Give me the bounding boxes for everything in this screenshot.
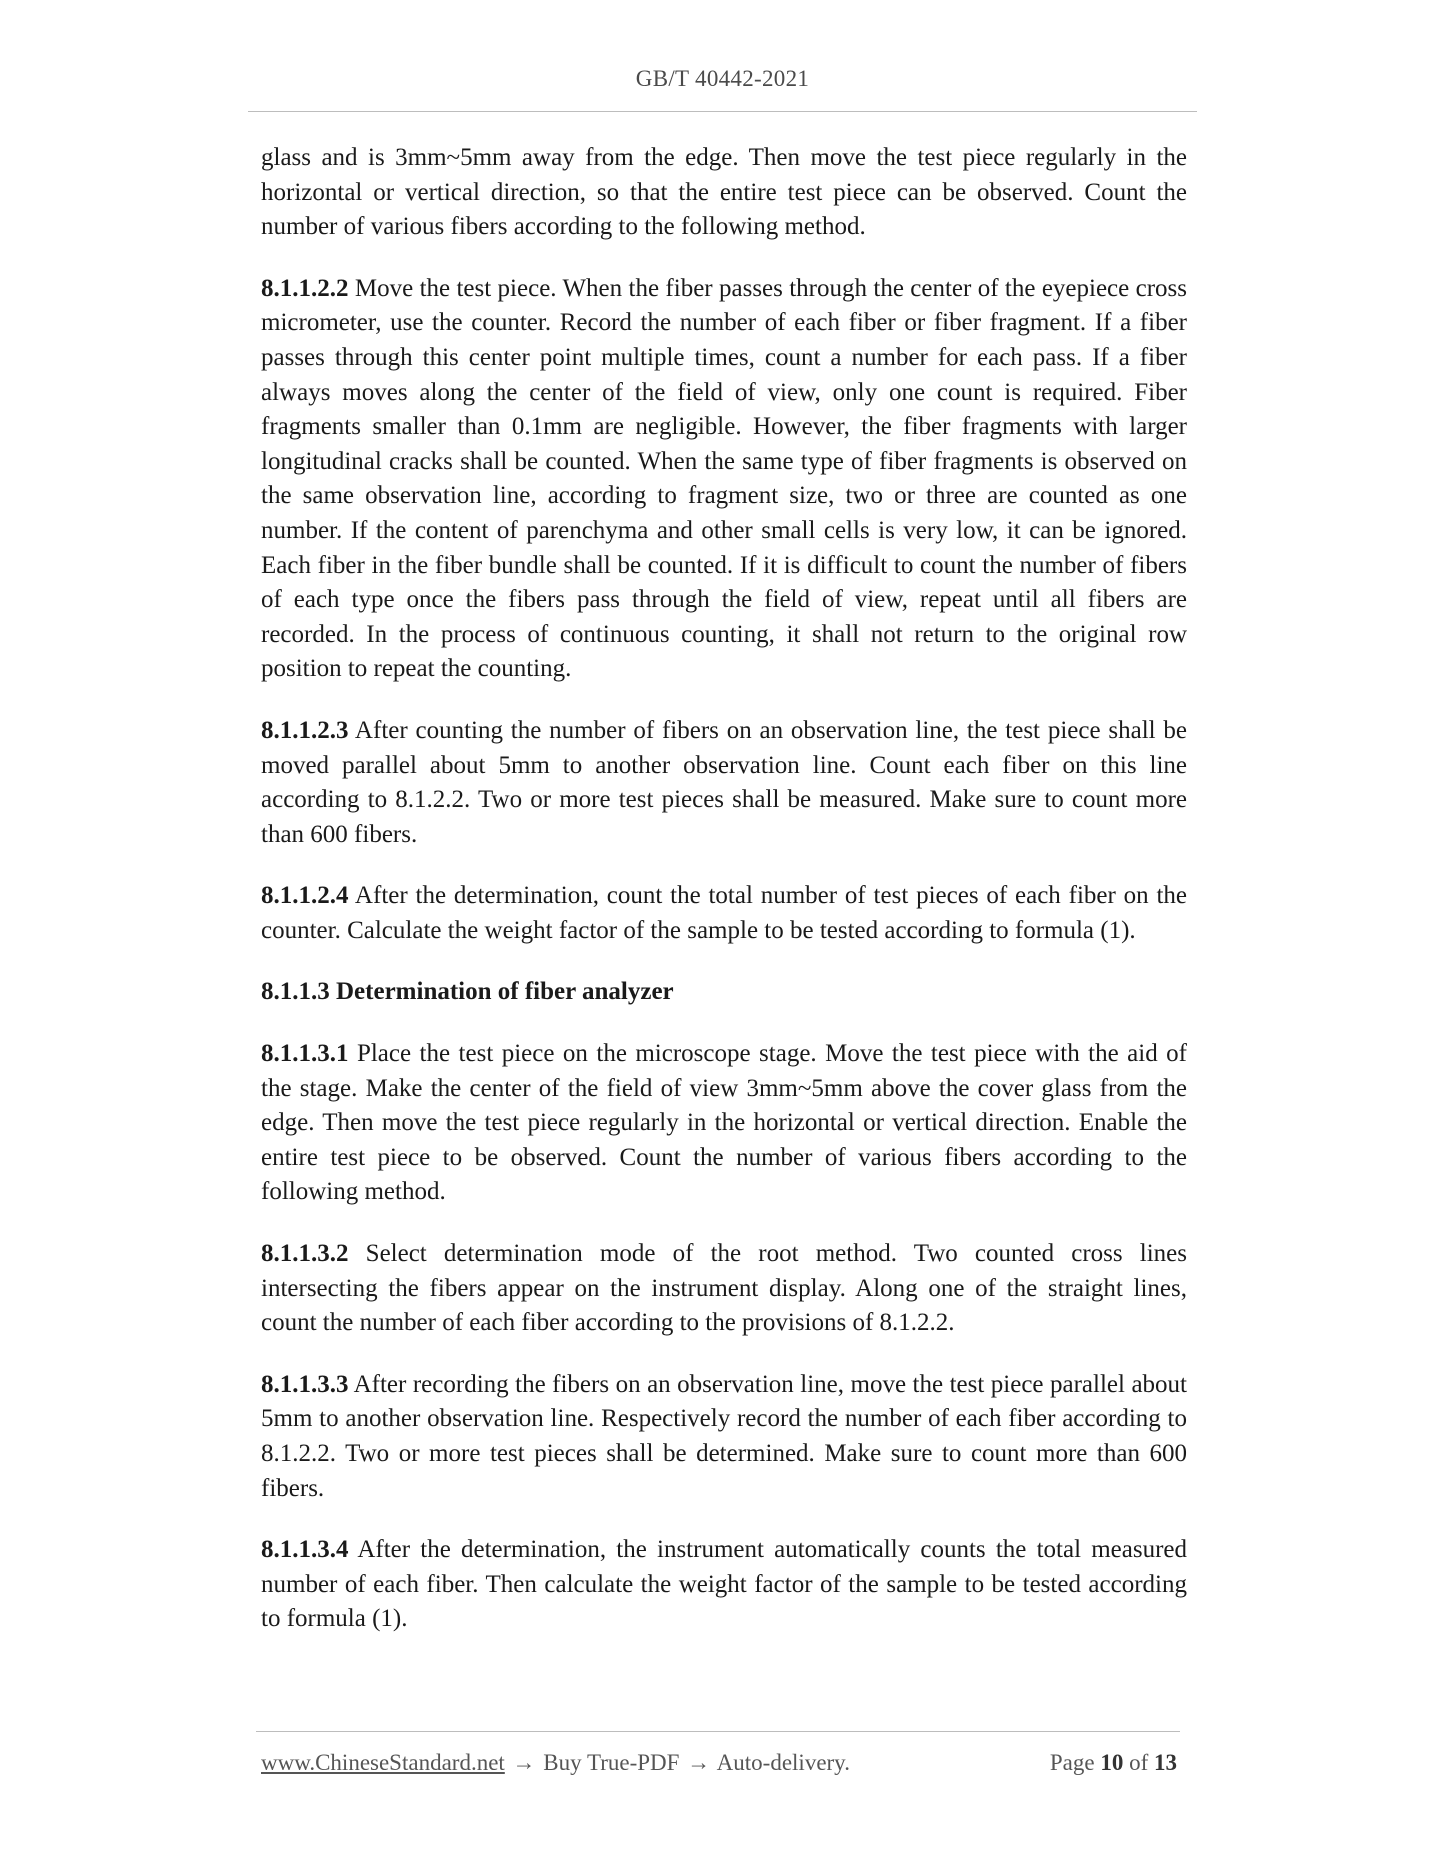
paragraph-8-1-1-3-3 (261, 1368, 1187, 1506)
paragraph-text: Select determination mode of the root method. Two counted cross lines intersecting the fibers appear on the instrument display. Along one of the straight lines, count the number of each fiber according to the provisions of 8.1.2.2. (261, 1240, 1187, 1337)
paragraph-text: glass and is 3mm~5mm away from the edge. Then move the test piece regularly in the horizontal or vertical direction, so that the entire test piece can be observed. Count the number of various fibers according to the following method. (261, 144, 1187, 241)
clause-number: 8.1.1.2.4 (261, 882, 349, 910)
document-code-header: GB/T 40442-2021 (635, 66, 810, 91)
delivery-text: Auto-delivery. (712, 1750, 850, 1775)
footer-divider (256, 1731, 1180, 1732)
clause-number: 8.1.1.3.3 (261, 1370, 349, 1398)
paragraph-text: After recording the fibers on an observation line, move the test piece parallel about 5mm to another observation line. Respectively record the number of each fiber according to 8.1.2.2. Two or more test pieces shall be determined. Make sure to count more than 600 fibers. (261, 1370, 1187, 1502)
buy-text: Buy True-PDF (537, 1750, 686, 1775)
page-of: of (1129, 1750, 1149, 1775)
clause-number: 8.1.1.3.1 (261, 1040, 349, 1068)
clause-number: 8.1.1.2.2 (261, 274, 349, 302)
site-link[interactable]: www.ChineseStandard.net (261, 1750, 505, 1775)
paragraph-text: Move the test piece. When the fiber passes through the center of the eyepiece cross micrometer, use the counter. Record the number of each fiber or fiber fragment. If a fiber passes through this center point multiple times, count a number for each pass. If a fiber always moves along the center of the field of view, only one count is required. Fiber fragments smaller than 0.1mm are negligible. However, the fiber fragments with larger longitudinal cracks shall be counted. When the same type of fiber fragments is observed on the same observation line, according to fragment size, two or three are counted as one number. If the content of parenchyma and other small cells is very low, it can be ignored. Each fiber in the fiber bundle shall be counted. If it is difficult to count the number of fibers of each type once the fibers pass through the field of view, repeat until all fibers are recorded. In the process of continuous counting, it shall not return to the original row position to repeat the counting. (261, 274, 1187, 683)
clause-number: 8.1.1.2.3 (261, 716, 349, 744)
paragraph-text: Place the test piece on the microscope stage. Move the test piece with the aid of the stage. Make the center of the field of view 3mm~5mm above the cover glass from the edge. Then move the test piece regularly in the horizontal or vertical direction. Enable the entire test piece to be observed. Count the number of various fibers according to the following method. (261, 1040, 1187, 1206)
clause-number: 8.1.1.3.4 (261, 1536, 349, 1564)
paragraph-text: After the determination, the instrument automatically counts the total measured number of each fiber. Then calculate the weight factor of the sample to be tested according to formula (1). (261, 1536, 1187, 1633)
paragraph-8-1-1-3-2 (261, 1237, 1187, 1341)
paragraph-text: After counting the number of fibers on an observation line, the test piece shall be moved parallel about 5mm to another observation line. Count each fiber on this line according to 8.1.2.2. Two or more test pieces shall be measured. Make sure to count more than 600 fibers. (261, 716, 1187, 848)
header-divider (248, 111, 1197, 112)
clause-number: 8.1.1.3.2 (261, 1240, 349, 1268)
page-indicator (1050, 1750, 1177, 1776)
paragraph-8-1-1-2-3 (261, 714, 1187, 852)
footer-left (261, 1750, 850, 1776)
document-body (261, 141, 1187, 1664)
page-label: Page (1049, 1750, 1095, 1775)
page-current: 10 (1100, 1750, 1124, 1775)
paragraph-8-1-1-3-4 (261, 1533, 1187, 1637)
paragraph-text: After the determination, count the total number of test pieces of each fiber on the counter. Calculate the weight factor of the sample to be tested according to formula (1). (261, 882, 1187, 944)
arrow-right-icon: → (512, 1750, 536, 1775)
page-total: 13 (1154, 1750, 1177, 1775)
paragraph-8-1-1-2-2 (261, 272, 1187, 687)
page-footer (261, 1750, 1177, 1776)
paragraph-8-1-1-3-1 (261, 1037, 1187, 1210)
arrow-right-icon: → (687, 1750, 711, 1775)
paragraph-8-1-1-2-4 (261, 879, 1187, 948)
paragraph-continued (261, 141, 1187, 245)
section-heading: 8.1.1.3 Determination of fiber analyzer (261, 978, 674, 1006)
